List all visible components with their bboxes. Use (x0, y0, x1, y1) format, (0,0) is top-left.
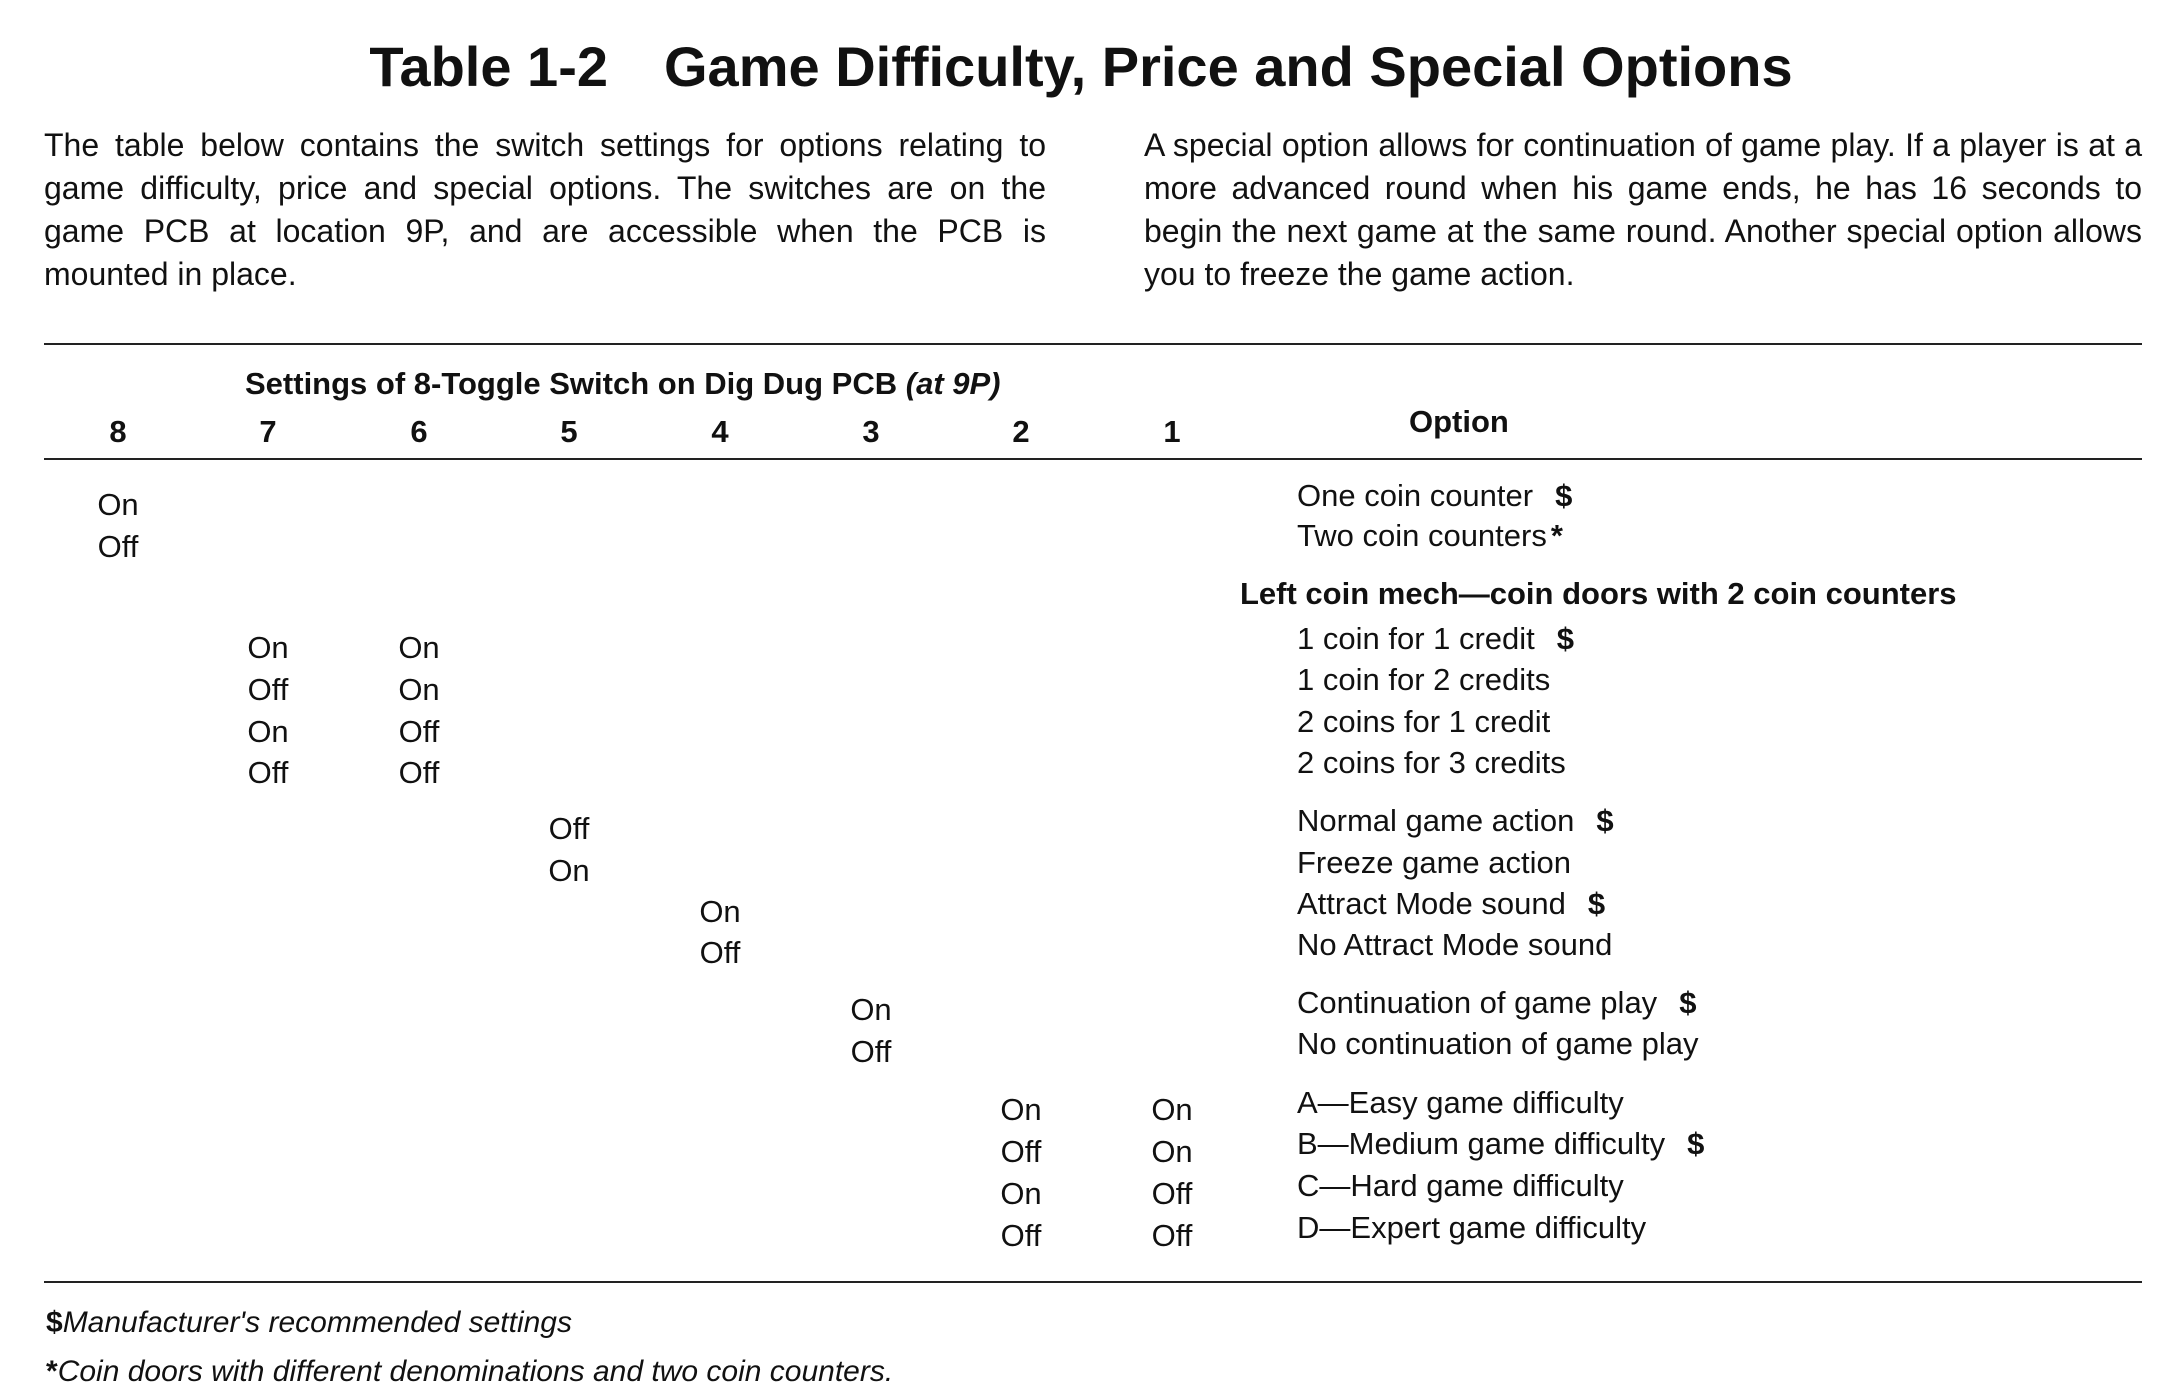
option-row (1297, 1026, 1699, 1062)
option-row (1297, 803, 1614, 839)
table-number: Table 1-2 (369, 35, 608, 98)
switch-cell: On (247, 714, 289, 749)
option-marker: $ (1679, 985, 1697, 1020)
switch-cell: On (699, 894, 741, 929)
option-label: 2 coins for 1 credit (1297, 704, 1551, 739)
option-row (1297, 927, 1612, 963)
option-row (1297, 985, 1696, 1021)
table-title-text: Game Difficulty, Price and Special Options (664, 35, 1793, 98)
option-marker: * (1550, 518, 1563, 553)
switch-heading-text: Settings of 8-Toggle Switch on Dig Dug PCB (245, 366, 898, 401)
switch-cell: Off (1000, 1218, 1042, 1253)
intro-left-paragraph: The table below contains the switch settings for options relating to game difficulty, price and special options. The switches are on the game PCB at location 9P, and are accessible when the PCB is mounted in place. (44, 127, 1046, 292)
option-label: 2 coins for 3 credits (1297, 745, 1566, 780)
option-label: D—Expert game difficulty (1297, 1210, 1647, 1245)
option-row (1297, 704, 1550, 740)
column-header-switch-4: 4 (711, 414, 729, 449)
column-header-switch-5: 5 (560, 414, 578, 449)
table-top-rule (44, 343, 2142, 345)
switch-cell: On (1151, 1092, 1193, 1127)
switch-cell: On (1000, 1176, 1042, 1211)
column-header-switch-2: 2 (1012, 414, 1030, 449)
option-row (1297, 1126, 1704, 1162)
column-header-switch-7: 7 (259, 414, 277, 449)
footnote-text: Manufacturer's recommended settings (62, 1306, 572, 1339)
column-header-switch-3: 3 (862, 414, 880, 449)
switch-cell: Off (97, 529, 139, 564)
intro-right-paragraph: A special option allows for continuation of game play. If a player is at a more advanced round when his game ends, he has 16 seconds to begin the next game at the same round. Another special option allows you to freeze the game action. (1144, 127, 2142, 292)
option-label: C—Hard game difficulty (1297, 1168, 1624, 1203)
switch-cell: On (398, 672, 440, 707)
switch-cell: On (850, 992, 892, 1027)
option-marker: $ (1556, 621, 1575, 656)
switch-cell: On (548, 853, 590, 888)
table-bottom-rule (44, 1281, 2142, 1283)
option-marker: $ (1555, 478, 1573, 513)
option-label: 1 coin for 2 credits (1297, 662, 1551, 697)
switch-cell: Off (699, 935, 741, 970)
option-label: Two coin counters (1297, 518, 1547, 553)
option-label: One coin counter (1297, 478, 1534, 513)
option-row (1297, 1168, 1624, 1204)
switch-cell: On (1000, 1092, 1042, 1127)
switch-cell: On (247, 630, 289, 665)
switch-settings-heading (245, 366, 1001, 402)
option-label: No Attract Mode sound (1297, 927, 1613, 962)
option-row (1297, 886, 1605, 922)
switch-cell: Off (1000, 1134, 1042, 1169)
table-title (0, 34, 2162, 99)
option-label: A—Easy game difficulty (1297, 1085, 1624, 1120)
switch-cell: On (97, 487, 139, 522)
option-marker: $ (1587, 886, 1606, 921)
column-header-switch-8: 8 (109, 414, 127, 449)
footnote-coin-doors (46, 1355, 893, 1389)
option-label: Normal game action (1297, 803, 1575, 838)
switch-cell: Off (247, 755, 289, 790)
option-marker: $ (1687, 1126, 1705, 1161)
switch-cell: Off (1151, 1176, 1193, 1211)
column-header-switch-6: 6 (410, 414, 428, 449)
option-row (1297, 621, 1574, 657)
option-group-heading (1240, 576, 1957, 612)
footnote-symbol: $ (46, 1306, 63, 1339)
switch-cell: Off (398, 755, 440, 790)
switch-cell: Off (548, 811, 590, 846)
option-label: Attract Mode sound (1297, 886, 1566, 921)
option-marker: $ (1596, 803, 1614, 838)
option-row (1297, 1085, 1624, 1121)
option-row (1297, 1210, 1646, 1246)
option-label: 1 coin for 1 credit (1297, 621, 1535, 656)
option-label: B—Medium game difficulty (1297, 1126, 1666, 1161)
column-header-switch-1: 1 (1163, 414, 1181, 449)
option-label: No continuation of game play (1297, 1026, 1699, 1061)
option-row (1297, 845, 1571, 881)
switch-cell: Off (398, 714, 440, 749)
option-row (1297, 518, 1563, 554)
option-label: Freeze game action (1297, 845, 1571, 880)
switch-cell: Off (1151, 1218, 1193, 1253)
footnote-text: Coin doors with different denominations and two coin counters. (57, 1355, 894, 1388)
switch-cell: On (1151, 1134, 1193, 1169)
switch-heading-location: (at 9P) (905, 366, 1001, 401)
footnote-symbol: * (46, 1355, 58, 1388)
option-row (1297, 478, 1572, 514)
header-bottom-rule (44, 458, 2142, 460)
option-row (1297, 662, 1550, 698)
footnote-recommended (46, 1306, 572, 1340)
column-header-option: Option (1409, 404, 1509, 439)
switch-cell: On (398, 630, 440, 665)
option-label: Continuation of game play (1297, 985, 1658, 1020)
option-row (1297, 745, 1566, 781)
switch-cell: Off (247, 672, 289, 707)
option-group-label: Left coin mech—coin doors with 2 coin counters (1240, 576, 1957, 611)
switch-cell: Off (850, 1034, 892, 1069)
